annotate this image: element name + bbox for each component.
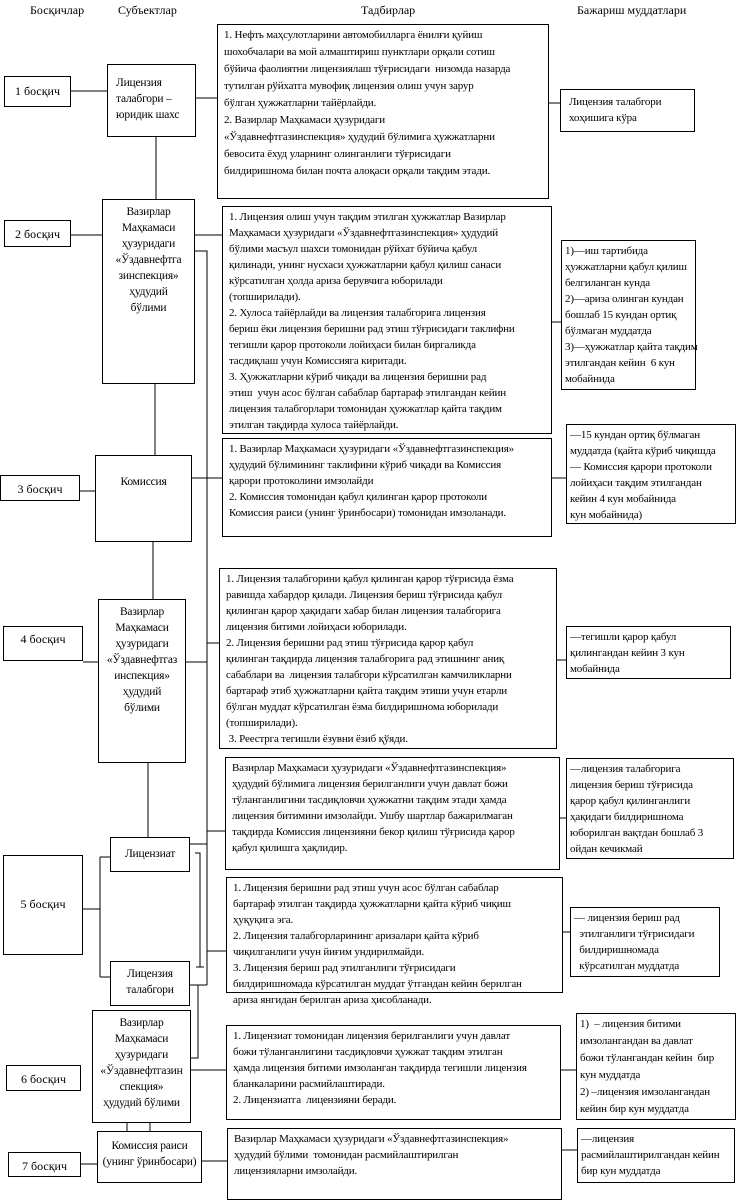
- stage-4: 4 босқич: [3, 626, 83, 661]
- subject-inspection-regional-dept-6: Вазирлар Маҳкамаси ҳузуридаги «Ўздавнефтгазин спекция» ҳудудий бўлими: [92, 1010, 191, 1123]
- header-deadlines: Бажариш муддатлари: [577, 3, 687, 17]
- subject-inspection-regional-dept-4: Вазирлар Маҳкамаси ҳузуридаги «Ўздавнефтгаз инспекция» ҳудудий бўлими: [98, 599, 186, 763]
- subject-licensee: Лицензиат: [110, 837, 190, 872]
- subject-inspection-regional-dept: Вазирлар Маҳкамаси ҳузуридаги «Ўздавнефтга зинспекция» ҳудудий бўлими: [102, 199, 195, 384]
- stage-3: 3 босқич: [0, 475, 80, 501]
- deadline-stage-3: —15 кундан ортиқ бўлмаган муддатда (қайта кўриб чиқишда — Комиссия қарори протоколи лойиҳаси тақдим этилгандан кейин 4 кун мобайнида кун мобайнида): [566, 424, 736, 524]
- deadline-stage-5-licensee: —лицензия талабгорига лицензия бериш тўғрисида қарор қабул қилинганлиги ҳақидаги билдиришнома юборилган вақтдан бошлаб 3 ойдан кечикмай: [566, 758, 734, 859]
- action-stage-1: 1. Нефть маҳсулотларини автомобилларга ёнилғи қуйиш шохобчалари ва мой алмаштириш пунктлари орқали сотиш бўйича фаолиятни лицензиялаш тўғрисидаги низомда назарда тутилган рўйхатга мувофиқ лицензия олиш учун зарур бўлган ҳужжатларни тайёрлайди. 2. Вазирлар Маҳкамаси ҳузуридаги «Ўздавнефтгазинспекция» ҳудудий бўлимига ҳужжатларни бевосита ёхуд уларнинг олинганлиги тўғрисидаги билдиришнома билан почта алоқаси орқали тақдим этади.: [217, 24, 549, 199]
- stage-2: 2 босқич: [4, 220, 71, 247]
- stage-5: 5 босқич: [3, 855, 83, 955]
- stage-7: 7 босқич: [8, 1152, 81, 1177]
- action-stage-5-licensee: Вазирлар Маҳкамаси ҳузуридаги «Ўздавнефтгазинспекция» ҳудудий бўлимига лицензия берилганлиги учун давлат божи тўланганлигини тасдиқловчи ҳужжатни тақдим этади ҳамда лицензия битимини имзолайди. Ушбу шартлар бажарилмаган тақдирда Комиссия лицензияни бекор қилиш тўғрисида қарор қабул қилишга ҳақлидир.: [225, 757, 560, 870]
- header-subjects: Субъектлар: [118, 3, 177, 17]
- deadline-stage-5-applicant: — лицензия бериш рад этилганлиги тўғрисидаги билдиришномада кўрсатилган муддатда: [570, 907, 720, 977]
- action-stage-3: 1. Вазирлар Маҳкамаси ҳузуридаги «Ўздавнефтгазинспекция» ҳудудий бўлимининг таклифини кўриб чиқади ва Комиссия қарори протоколини имзолайди 2. Комиссия томонидан қабул қилинган қарор протоколи Комиссия раиси (унинг ўринбосари) томонидан имзоланади.: [222, 438, 552, 537]
- deadline-stage-6: 1) – лицензия битими имзолангандан ва давлат божи тўлангандан кейин бир кун муддатда 2) –лицензия имзолангандан кейин бир кун муддатда: [576, 1013, 736, 1120]
- action-stage-4: 1. Лицензия талабгорини қабул қилинган қарор тўғрисида ёзма равишда хабардор қилади. Лицензия бериш тўғрисида қабул қилинган қарор ҳақидаги хабар билан лицензия талабгорига лицензия битими лойиҳаси юборилади. 2. Лицензия беришни рад этиш тўғрисида қарор қабул қилинган тақдирда лицензия талабгорига рад этишнинг аниқ сабаблари ва лицензия талабгори кўрсатилган камчиликларни бартараф этиб ҳужжатларни қайта тақдим этиши учун етарли бўлган муддат кўрсатилган ёзма билдиришнома юборилади (топширилади). 3. Реестрга тегишли ёзувни ёзиб қўяди.: [219, 568, 557, 749]
- header-stages: Босқичлар: [30, 3, 85, 17]
- subject-license-applicant-legal-entity: Лицензия талабгори – юридик шахс: [107, 64, 196, 137]
- stage-1: 1 босқич: [4, 76, 71, 107]
- header-actions: Тадбирлар: [361, 3, 416, 17]
- deadline-stage-4: —тегишли қарор қабул қилингандан кейин 3 кун мобайнида: [566, 626, 731, 679]
- stage-6: 6 босқич: [6, 1065, 81, 1091]
- deadline-stage-2: 1)—иш тартибида ҳужжатларни қабул қилиш белгиланган кунда 2)—ариза олинган кундан бошлаб 15 кундан ортиқ бўлмаган муддатда 3)—ҳужжатлар қайта тақдим этилгандан кейин 6 кун мобайнида: [561, 240, 696, 390]
- subject-commission: Комиссия: [95, 455, 192, 542]
- action-stage-2: 1. Лицензия олиш учун тақдим этилган ҳужжатлар Вазирлар Маҳкамаси ҳузуридаги «Ўздавнефтгазинспекция» ҳудудий бўлими масъул шахси томонидан рўйхат бўйича қабул қилинади, унинг нусхаси ҳужжатларни қабул қилиш санаси кўрсатилган ҳолда ариза берувчига юборилади (топширилади). 2. Хулоса тайёрлайди ва лицензия талабгорига лицензия бериш ёки лицензия беришни рад этиш тўғрисидаги таклифни тегишли қарор протоколи лойиҳаси билан биргаликда тасдиқлаш учун Комиссияга киритади. 3. Ҳужжатларни кўриб чиқади ва лицензия беришни рад этиш учун асос бўлган сабаблар бартараф этилгандан кейин лицензия талабгорлари томонидан ҳужжатлар қайта тақдим этилган тақдирда хулоса тайёрлайди.: [222, 206, 552, 434]
- action-stage-7: Вазирлар Маҳкамаси ҳузуридаги «Ўздавнефтгазинспекция» ҳудудий бўлими томонидан расмийлаштирилган лицензияларни имзолайди.: [227, 1128, 562, 1200]
- action-stage-5-applicant: 1. Лицензия беришни рад этиш учун асос бўлган сабаблар бартараф этилган тақдирда ҳужжатларни қайта кўриб чиқиш ҳуқуқига эга. 2. Лицензия талабгорларининг аризалари қайта кўриб чиқилганлиги учун йиғим ундирилмайди. 3. Лицензия бериш рад этилганлиги тўғрисидаги билдиришномада кўрсатилган муддат ўтгандан кейин берилган ариза янгидан берилган ариза ҳисобланади.: [226, 877, 563, 993]
- action-stage-6: 1. Лицензиат томонидан лицензия берилганлиги учун давлат божи тўланганлигини тасдиқловчи ҳужжат тақдим этилган ҳамда лицензия битими имзоланган тақдирда тегишли лицензия бланкаларини расмийлаштиради. 2. Лицензиатга лицензияни беради.: [226, 1025, 561, 1120]
- subject-license-applicant: Лицензия талабгори: [110, 961, 190, 1006]
- deadline-stage-1: Лицензия талабгори хоҳишига кўра: [560, 89, 695, 132]
- deadline-stage-7: —лицензия расмийлаштирилгандан кейин бир кун муддатда: [577, 1128, 735, 1183]
- subject-commission-chair: Комиссия раиси (унинг ўринбосари): [97, 1131, 202, 1183]
